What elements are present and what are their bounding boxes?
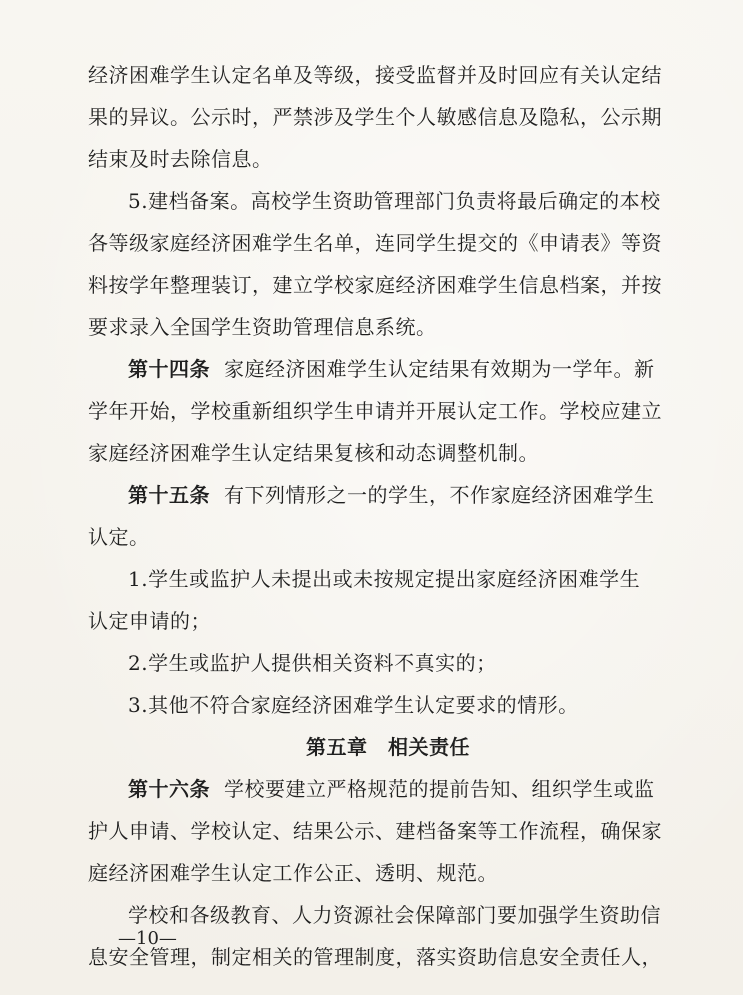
text-line: 经济困难学生认定名单及等级，接受监督并及时回应有关认定结 <box>88 63 662 87</box>
text-line: 认定申请的； <box>88 609 211 633</box>
text-line: 息安全管理，制定相关的管理制度，落实资助信息安全责任人， <box>88 945 662 969</box>
text-segment: 有下列情形之一的学生，不作家庭经济困难学生 <box>224 483 655 507</box>
text-line: 要求录入全国学生资助管理信息系统。 <box>88 315 437 339</box>
text-line: 护人申请、学校认定、结果公示、建档备案等工作流程，确保家 <box>88 819 662 843</box>
article-14-line <box>128 354 655 384</box>
page-number: —10— <box>118 928 177 949</box>
article-15-line <box>128 480 655 510</box>
text-line: 2.学生或监护人提供相关资料不真实的； <box>128 651 497 675</box>
text-line: 学年开始，学校重新组织学生申请并开展认定工作。学校应建立 <box>88 399 662 423</box>
text-line: 果的异议。公示时，严禁涉及学生个人敏感信息及隐私，公示期 <box>88 105 662 129</box>
text-line: 学校和各级教育、人力资源社会保障部门要加强学生资助信 <box>128 903 661 927</box>
text-line: 1.学生或监护人未提出或未按规定提出家庭经济困难学生 <box>128 567 641 591</box>
text-line: 庭经济困难学生认定工作公正、透明、规范。 <box>88 861 498 885</box>
text-line: 各等级家庭经济困难学生名单，连同学生提交的《申请表》等资 <box>88 231 662 255</box>
text-line: 3.其他不符合家庭经济困难学生认定要求的情形。 <box>128 693 579 717</box>
text-line: 5.建档备案。高校学生资助管理部门负责将最后确定的本校 <box>128 189 661 213</box>
text-line: 结束及时去除信息。 <box>88 147 273 171</box>
text-line: 家庭经济困难学生认定结果复核和动态调整机制。 <box>88 441 539 465</box>
chapter-title: 第五章 相关责任 <box>306 735 470 759</box>
text-line: 认定。 <box>88 525 150 549</box>
text-line: 料按学年整理装订，建立学校家庭经济困难学生信息档案，并按 <box>88 273 662 297</box>
text-segment: 学校要建立严格规范的提前告知、组织学生或监 <box>224 777 655 801</box>
article-16-line <box>128 774 655 804</box>
article-14-label: 第十四条 <box>128 357 210 381</box>
text-segment: 家庭经济困难学生认定结果有效期为一学年。新 <box>224 357 655 381</box>
article-15-label: 第十五条 <box>128 483 210 507</box>
article-16-label: 第十六条 <box>128 777 210 801</box>
